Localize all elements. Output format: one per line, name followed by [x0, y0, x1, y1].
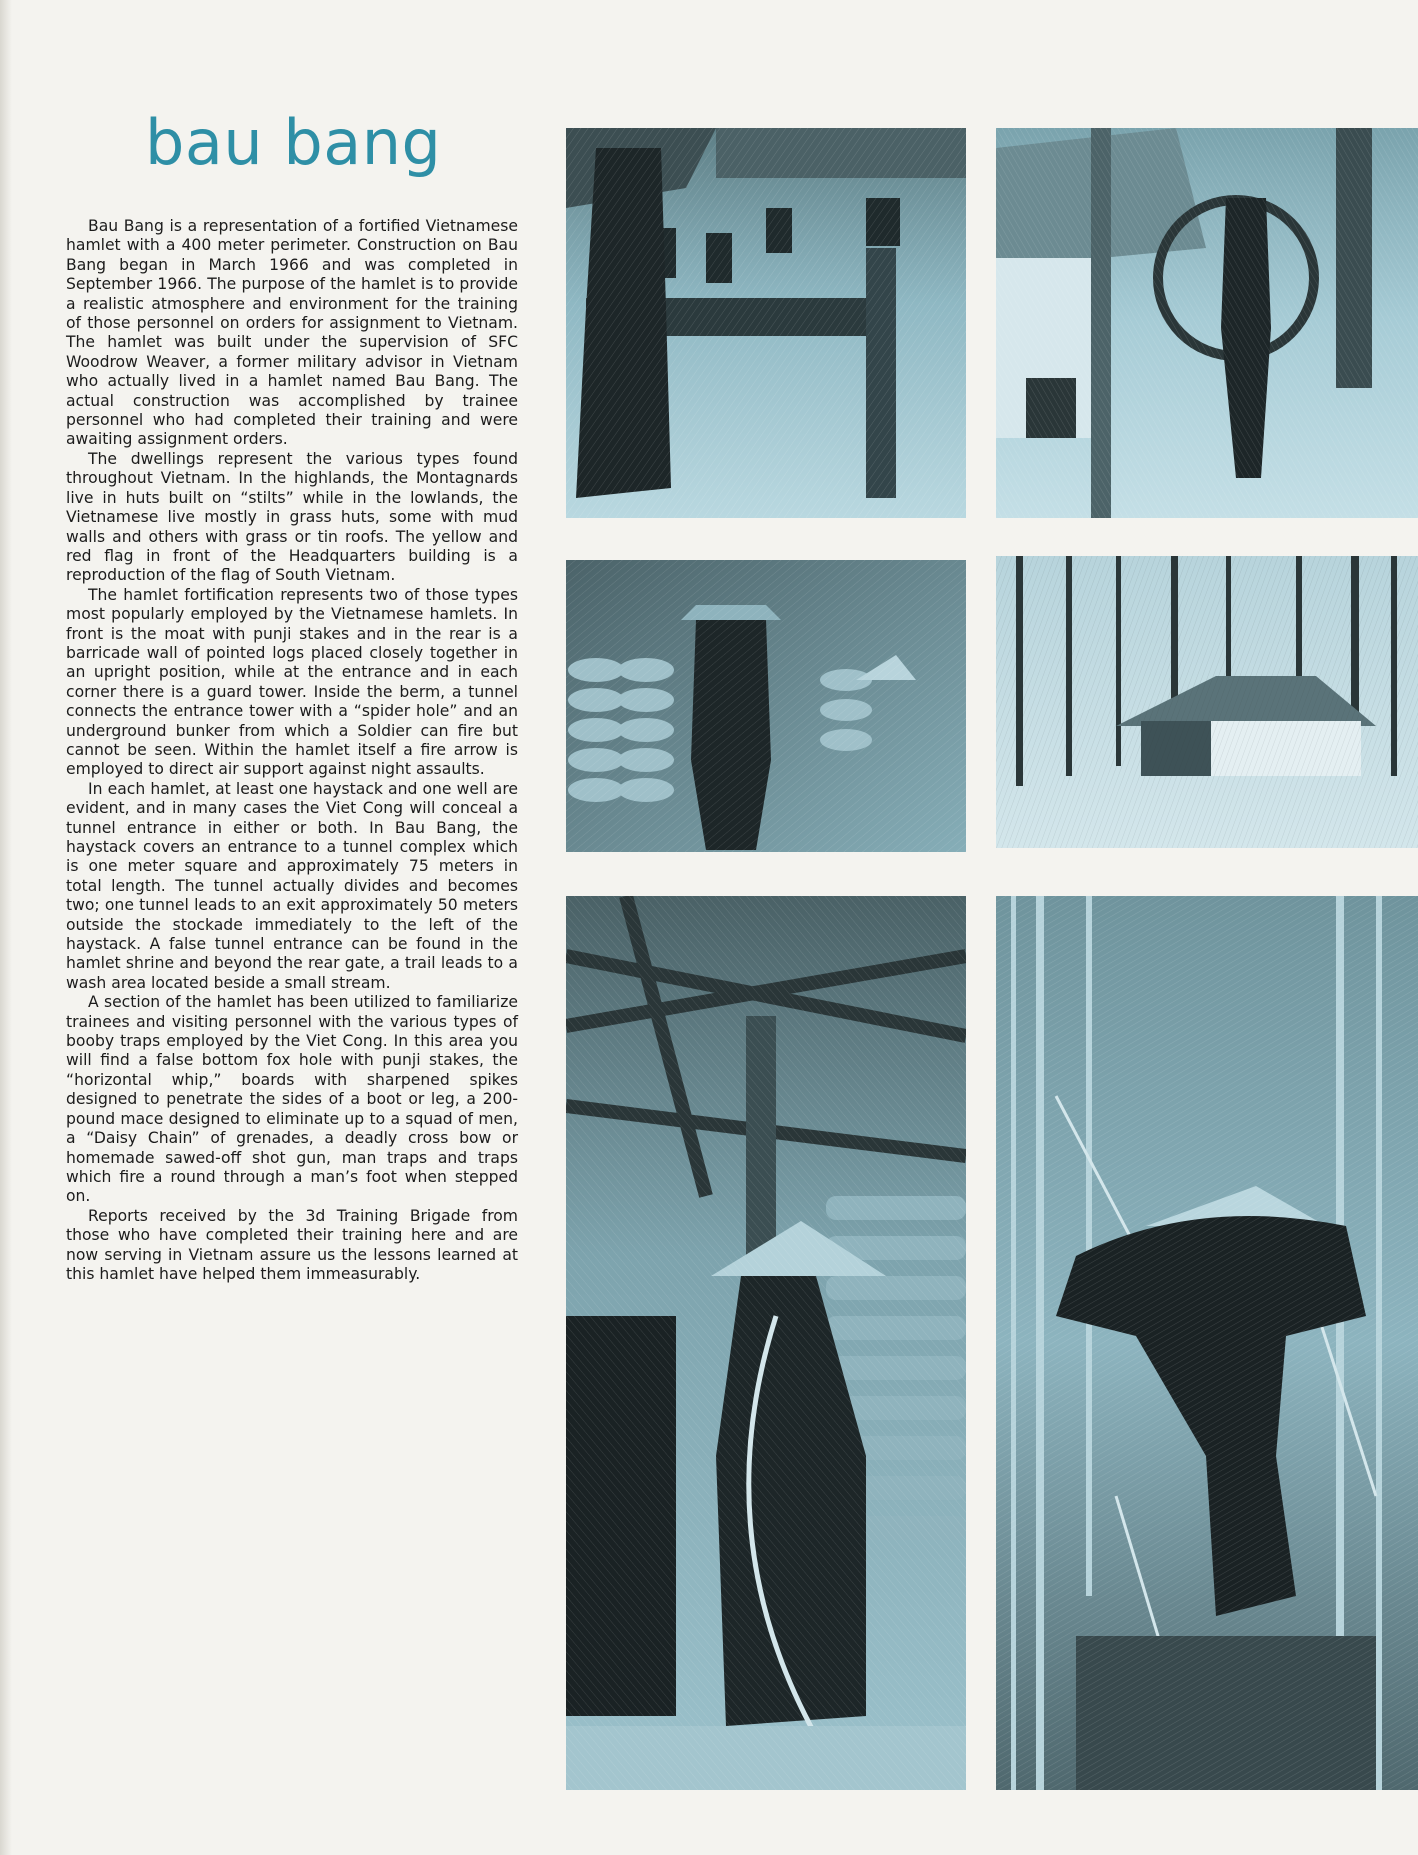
- article-paragraph: Reports received by the 3d Training Brigade from those who have completed their training here and are now serving in Vietnam assure us the lessons learned at this hamlet have helped them immeasurably.: [66, 1206, 518, 1283]
- photo-man-in-bamboo: [996, 896, 1418, 1790]
- article-paragraph: In each hamlet, at least one haystack and one well are evident, and in many cases the Viet Cong will conceal a tunnel entrance in either or both. In Bau Bang, the haystack covers an entrance to a tunnel complex which is one meter square and approximately 75 meters in total length. The tunnel actually divides and becomes two; one tunnel leads to an exit approximately 50 meters outside the stockade immediately to the left of the haystack. A false tunnel entrance can be found in the hamlet shrine and beyond the rear gate, a trail leads to a wash area located beside a small stream.: [66, 779, 518, 992]
- article-paragraph: Bau Bang is a representation of a fortified Vietnamese hamlet with a 400 meter perimeter. Construction on Bau Bang began in March 1966 and was completed in September 1966. The purpose of the hamlet is to provide a realistic atmosphere and environment for the training of those personnel on orders for assignment to Vietnam. The hamlet was built under the supervision of SFC Woodrow Weaver, a former military advisor in Vietnam who actually lived in a hamlet named Bau Bang. The actual construction was accomplished by trainee personnel who had completed their training and were awaiting assignment orders.: [66, 217, 518, 449]
- photo-man-with-hoop: [996, 128, 1418, 518]
- photo-sandbag-bunker: [566, 560, 966, 852]
- photo-man-with-pole: [566, 128, 966, 518]
- article-paragraph: A section of the hamlet has been utilized to familiarize trainees and visiting personnel with the various types of booby traps employed by the Viet Cong. In this area you will find a false bottom fox hole with punji stakes, the “horizontal whip,” boards with sharpened spikes designed to penetrate the sides of a boot or leg, a 200-pound mace designed to eliminate up to a squad of men, a “Daisy Chain” of grenades, a deadly cross bow or homemade sawed-off shot gun, man traps and traps which fire a round through a man’s foot when stepped on.: [66, 993, 518, 1206]
- article-paragraph: The hamlet fortification represents two of those types most popularly employed by the Vietnamese hamlets. In front is the moat with punji stakes and in the rear is a barricade wall of pointed logs placed closely together in an upright position, while at the entrance and in each corner there is a guard tower. Inside the berm, a tunnel connects the entrance tower with a “spider hole” and an underground bunker from which a Soldier can fire but cannot be seen. Within the hamlet itself a fire arrow is employed to direct air support against night assaults.: [66, 585, 518, 779]
- photo-thatched-hut: [996, 556, 1418, 848]
- photo-man-with-crossbow: [566, 896, 966, 1790]
- page-title: bau bang: [145, 106, 442, 179]
- page-edge-shadow: [0, 0, 12, 1855]
- article-paragraph: The dwellings represent the various types found throughout Vietnam. In the highlands, the Montagnards live in huts built on “stilts” while in the lowlands, the Vietnamese live mostly in grass huts, some with mud walls and others with grass or tin roofs. The yellow and red flag in front of the Headquarters building is a reproduction of the flag of South Vietnam.: [66, 449, 518, 585]
- article-body: [66, 217, 518, 1284]
